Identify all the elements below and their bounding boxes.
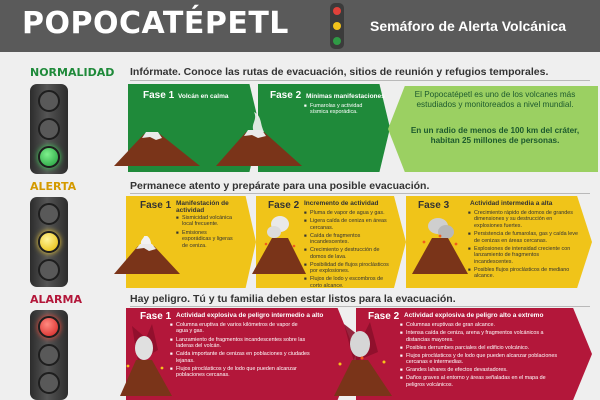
- list-item: ■ Posibilidad de flujos piroclásticos por explosiones.: [304, 262, 394, 275]
- list-item: ■ Pluma de vapor de agua y gas.: [304, 210, 394, 216]
- list-item: ■ Caída importante de cenizas en poblaciones y ciudades lejanas.: [170, 351, 310, 364]
- volcano-smoke-icon: [214, 110, 304, 168]
- instruction-alert: Permanece atento y prepárate para una posible evacuación.: [130, 180, 430, 192]
- info-text-1: El Popocatépetl es uno de los volcanes más estudiados y monitoreados a nivel mundial.: [414, 90, 576, 109]
- phase-items: [304, 210, 394, 291]
- phase-title: Manifestación de actividad: [176, 200, 229, 215]
- divider: [130, 193, 590, 194]
- phase-title: Actividad explosiva de peligro alto a extremo: [404, 312, 544, 319]
- header-bar: [0, 0, 600, 52]
- level-label-alarm: ALARMA: [30, 293, 82, 306]
- list-item: ■ Posibles flujos piroclásticos de mediano alcance.: [468, 267, 578, 280]
- list-item: ■ Ligera caída de ceniza en áreas cercanas.: [304, 218, 394, 231]
- list-item: ■ Sismicidad volcánica local frecuente.: [176, 215, 236, 228]
- list-item: ■ Flujos piroclásticos y de lodo que pueden alcanzar poblaciones cercanas e intermedias.: [400, 353, 565, 366]
- phase-name: Fase 1: [140, 200, 172, 211]
- volcano-eruption-icon: [410, 216, 470, 276]
- phase-name: Fase 1: [140, 311, 172, 322]
- page-title: POPOCATÉPETL: [22, 6, 289, 41]
- list-item: ■ Emisiones esporádicas y ligeras de ceniza.: [176, 230, 236, 249]
- list-item: ■ Flujos piroclásticos y de lodo que pueden alcanzar poblaciones cercanas.: [170, 366, 310, 379]
- instruction-normal: Infórmate. Conoce las rutas de evacuación, sitios de reunión y refugios temporales.: [130, 66, 549, 78]
- phase-name: Fase 2: [270, 90, 302, 101]
- list-item: ■ Persistencia de fumarolas, gas y caída leve de cenizas en áreas cercanas.: [468, 231, 578, 244]
- list-item: ■ Flujos de lodo y escombros de corto alcance.: [304, 276, 394, 289]
- traffic-light-yellow-icon: [30, 197, 68, 287]
- phase-items: [176, 215, 236, 251]
- phase-title: Incremento de actividad: [304, 200, 379, 207]
- level-label-alert: ALERTA: [30, 180, 77, 193]
- volcano-eruption-icon: [250, 214, 308, 276]
- level-label-normal: NORMALIDAD: [30, 66, 115, 79]
- page-subtitle: Semáforo de Alerta Volcánica: [370, 18, 567, 34]
- phase-name: Fase 3: [418, 200, 450, 211]
- list-item: ■ Columna eruptiva de varios kilómetros de vapor de agua y gas.: [170, 322, 310, 335]
- phase-title: Actividad intermedia a alta: [470, 200, 553, 207]
- traffic-light-green-icon: [30, 84, 68, 174]
- volcano-eruption-icon: [332, 322, 394, 398]
- traffic-light-red-icon: [30, 310, 68, 400]
- volcano-smoke-icon: [112, 236, 182, 276]
- phase-title: Volcán en calma: [178, 93, 229, 100]
- phase-items: [304, 103, 382, 118]
- list-item: ■ Intensa caída de ceniza, arena y fragmentos volcánicos a distancias mayores.: [400, 330, 565, 343]
- phase-name: Fase 2: [368, 311, 400, 322]
- phase-items: [170, 322, 310, 380]
- phase-items: [400, 322, 565, 390]
- divider: [130, 80, 590, 81]
- volcano-eruption-icon: [118, 322, 174, 398]
- list-item: ■ Columnas eruptivas de gran alcance.: [400, 322, 565, 328]
- volcano-icon: [112, 124, 202, 168]
- mini-traffic-light-icon: [330, 3, 344, 49]
- phase-title: Actividad explosiva de peligro intermedio a alto: [176, 312, 324, 319]
- phase-name: Fase 1: [143, 90, 175, 101]
- list-item: ■ Grandes lahares de efectos devastadores.: [400, 367, 565, 373]
- phase-items: [468, 210, 578, 281]
- list-item: ■ Daños graves al entorno y áreas señaladas en el mapa de peligros volcánicos.: [400, 375, 565, 388]
- info-text-2: En un radio de menos de 100 km del cráter, habitan 25 millones de personas.: [410, 126, 580, 145]
- list-item: ■ Fumarolas y actividad sísmica esporádica.: [304, 103, 382, 116]
- list-item: ■ Crecimiento rápido de domos de grandes dimensiones y su destrucción en explosiones fuertes.: [468, 210, 578, 229]
- list-item: ■ Lanzamiento de fragmentos incandescentes sobre las laderas del volcán.: [170, 337, 310, 350]
- instruction-alarm: Hay peligro. Tú y tu familia deben estar listos para la evacuación.: [130, 293, 456, 305]
- divider: [130, 306, 590, 307]
- list-item: ■ Crecimiento y destrucción de domos de lava.: [304, 247, 394, 260]
- phase-title: Mínimas manifestaciones: [306, 93, 385, 100]
- list-item: ■ Posibles derrumbes parciales del edificio volcánico.: [400, 345, 565, 351]
- list-item: ■ Explosiones de intensidad creciente con lanzamiento de fragmentos incandescentes.: [468, 246, 578, 265]
- list-item: ■ Caída de fragmentos incandescentes.: [304, 233, 394, 246]
- phase-name: Fase 2: [268, 200, 300, 211]
